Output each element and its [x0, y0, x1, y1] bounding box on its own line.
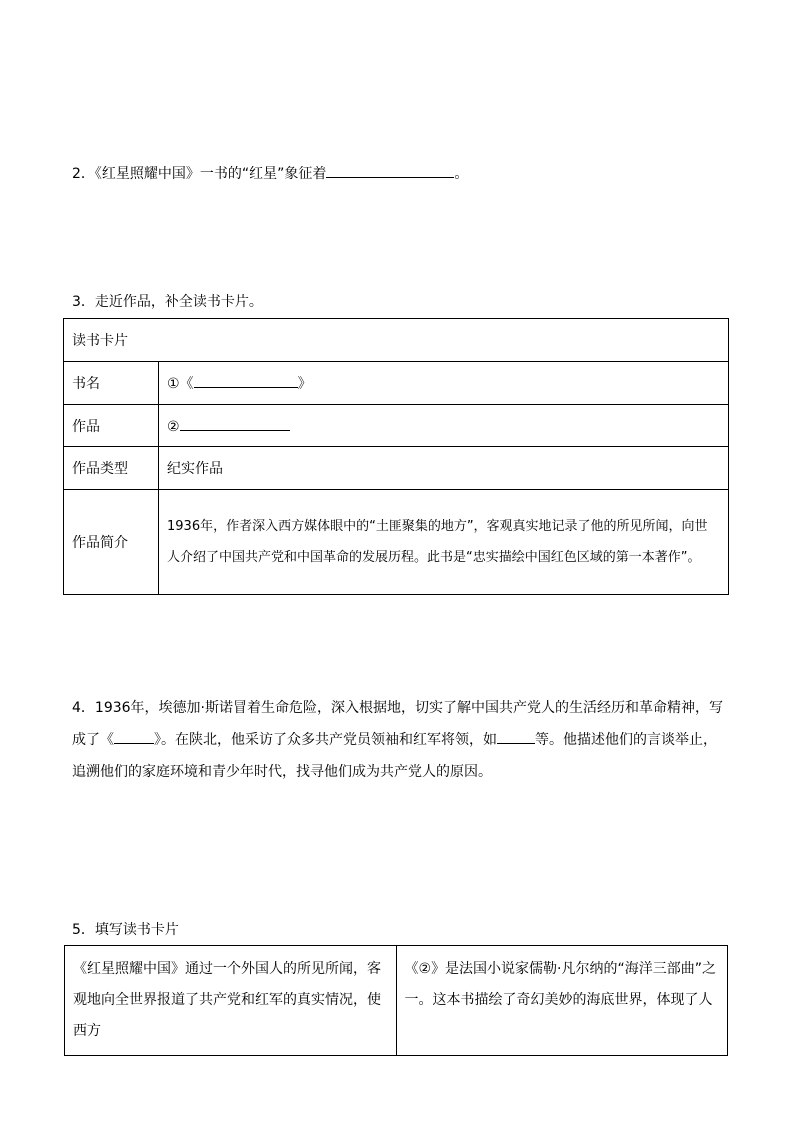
circled-number-2: ②	[418, 961, 432, 977]
table-row	[64, 362, 729, 405]
table-row	[64, 405, 729, 447]
question-2	[72, 158, 728, 190]
book-blank[interactable]	[114, 729, 154, 744]
row-value	[159, 362, 729, 405]
book-title-prefix: ①《	[167, 376, 194, 392]
row-label: 作品	[64, 405, 159, 447]
row-value	[159, 405, 729, 447]
question-4-text-1: 4．1936年，埃德加·斯诺冒着生命危险，深入根据地，切实了解中国共产党人的生活经历和革命精神，写成了《	[72, 700, 723, 748]
reading-card-table	[63, 318, 729, 595]
question-4-text-3: 等。他描述他们的言谈举止，追溯他们的家庭环境和青少年时代，找寻他们成为共产党人的原因。	[72, 732, 717, 780]
card-right	[396, 946, 728, 1056]
reading-card-table-2	[64, 945, 728, 1056]
author-blank[interactable]	[180, 416, 290, 431]
question-5-title: 5．填写读书卡片	[72, 922, 179, 938]
row-value: 纪实作品	[159, 447, 729, 490]
table-row	[65, 946, 728, 1056]
row-label: 书名	[64, 362, 159, 405]
question-3-title: 3．走近作品，补全读书卡片。	[72, 294, 263, 310]
table-row	[64, 490, 729, 595]
card-header: 读书卡片	[64, 319, 729, 362]
question-4	[72, 692, 728, 788]
author-prefix: ②	[167, 419, 180, 435]
row-label: 作品简介	[64, 490, 159, 595]
card-right-text: 》是法国小说家儒勒·凡尔纳的“海洋三部曲”之一。这本书描绘了奇幻美妙的海底世界，体现了人	[404, 961, 717, 1008]
row-value: 1936年，作者深入西方媒体眼中的“土匪聚集的地方”，客观真实地记录了他的所见所闻，向世人介绍了中国共产党和中国革命的发展历程。此书是“忠实描绘中国红色区域的第一本著作”。	[159, 490, 729, 595]
card-left: 《红星照耀中国》通过一个外国人的所见所闻，客观地向全世界报道了共产党和红军的真实情况，使西方	[65, 946, 397, 1056]
table-row	[64, 447, 729, 490]
book-title-blank[interactable]	[194, 373, 298, 388]
question-2-text: 2．《红星照耀中国》一书的“红星”象征着	[72, 166, 327, 182]
book-title-suffix: 》	[297, 376, 312, 392]
question-2-end: 。	[454, 166, 469, 182]
row-label: 作品类型	[64, 447, 159, 490]
leader-blank[interactable]	[497, 729, 535, 744]
answer-blank[interactable]	[326, 163, 454, 178]
card-right-open: 《	[404, 961, 419, 977]
question-4-text-2: 》。在陕北，他采访了众多共产党员领袖和红军将领，如	[154, 732, 497, 748]
